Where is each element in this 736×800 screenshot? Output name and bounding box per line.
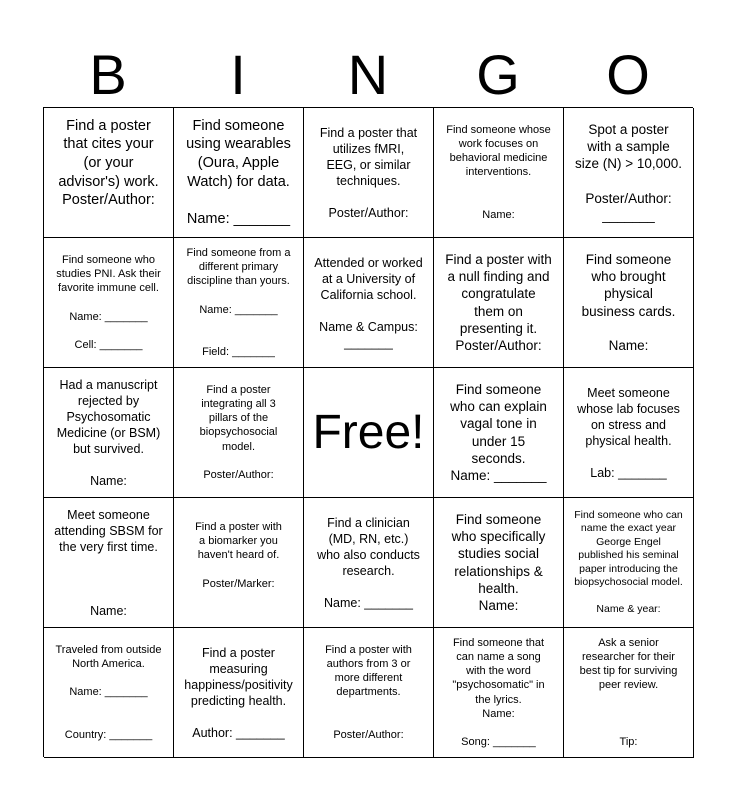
header-letter-n: N <box>347 43 389 106</box>
bingo-cell[interactable] <box>434 628 564 758</box>
bingo-cell[interactable] <box>44 108 174 238</box>
header-letter-b: B <box>89 43 127 106</box>
bingo-cell[interactable] <box>564 628 694 758</box>
cell-text: Find a poster with a null finding and congratulate them on presenting it. Poster/Author: <box>445 251 552 354</box>
bingo-cell[interactable] <box>44 238 174 368</box>
bingo-cell[interactable] <box>564 238 694 368</box>
bingo-cell[interactable] <box>564 108 694 238</box>
cell-text: Find a poster with a biomarker you haven't heard of. Poster/Marker: <box>195 521 282 590</box>
bingo-cell[interactable] <box>434 238 564 368</box>
bingo-cell[interactable] <box>434 368 564 498</box>
header-letter-g: G <box>476 43 520 106</box>
bingo-cell[interactable] <box>174 368 304 498</box>
cell-text: Spot a poster with a sample size (N) > 10,000. Poster/Author: _______ <box>575 121 682 224</box>
cell-text: Find someone who can name the exact year George Engel published his seminal paper introducing the biopsychosocial model. Name & year: <box>574 508 683 615</box>
cell-text: Meet someone whose lab focuses on stress and physical health. Lab: _______ <box>577 385 680 480</box>
bingo-cell[interactable] <box>564 498 694 628</box>
cell-text: Find someone that can name a song with the word "psychosomatic" in the lyrics. Name: Song: _______ <box>452 637 545 748</box>
cell-text: Find a poster that cites your (or your advisor's) work. Poster/Author: <box>58 117 159 209</box>
cell-text: Had a manuscript rejected by Psychosomatic Medicine (or BSM) but survived. Name: <box>56 377 161 488</box>
bingo-cell[interactable] <box>304 238 434 368</box>
bingo-cell[interactable] <box>174 498 304 628</box>
bingo-cell[interactable] <box>174 108 304 238</box>
bingo-cell[interactable] <box>304 628 434 758</box>
cell-text: Find someone who specifically studies social relationships & health. Name: <box>451 511 546 614</box>
bingo-cell[interactable] <box>44 368 174 498</box>
cell-text: Find a clinician (MD, RN, etc.) who also conducts research. Name: _______ <box>317 515 420 610</box>
cell-text: Attended or worked at a University of California school. Name & Campus: _______ <box>314 255 423 350</box>
cell-text: Find someone who can explain vagal tone in under 15 seconds. Name: _______ <box>450 381 547 484</box>
header-letter-o: O <box>606 43 650 106</box>
bingo-cell[interactable] <box>44 628 174 758</box>
bingo-cell[interactable] <box>304 108 434 238</box>
bingo-cell[interactable] <box>44 498 174 628</box>
cell-text: Find someone who studies PNI. Ask their favorite immune cell. Name: _______ Cell: _______ <box>56 254 161 351</box>
cell-text: Find someone from a different primary discipline than yours. Name: _______ Field: _______ <box>186 247 291 358</box>
bingo-grid <box>43 107 693 757</box>
cell-text: Ask a senior researcher for their best tip for surviving peer review. Tip: <box>579 637 678 748</box>
cell-text: Meet someone attending SBSM for the very first time. Name: <box>54 507 163 618</box>
cell-text: Find a poster with authors from 3 or more different departments. Poster/Author: <box>325 644 412 741</box>
cell-text: Traveled from outside North America. Name: _______ Country: _______ <box>55 644 162 741</box>
bingo-cell[interactable] <box>434 108 564 238</box>
bingo-header <box>43 44 693 106</box>
bingo-cell[interactable] <box>564 368 694 498</box>
cell-text: Find someone who brought physical business cards. Name: <box>581 251 676 354</box>
bingo-cell[interactable] <box>174 628 304 758</box>
bingo-cell[interactable] <box>434 498 564 628</box>
cell-text: Find a poster that utilizes fMRI, EEG, or similar techniques. Poster/Author: <box>319 125 418 220</box>
cell-text: Find someone using wearables (Oura, Apple Watch) for data. Name: _______ <box>186 117 291 227</box>
header-letter-i: I <box>230 43 246 106</box>
cell-text: Find someone whose work focuses on behavioral medicine interventions. Name: <box>446 124 551 221</box>
free-space-cell[interactable] <box>304 368 434 498</box>
cell-text: Find a poster integrating all 3 pillars of the biopsychosocial model. Poster/Author: <box>199 384 278 481</box>
free-space-text: Free! <box>312 405 425 459</box>
bingo-cell[interactable] <box>174 238 304 368</box>
bingo-cell[interactable] <box>304 498 434 628</box>
cell-text: Find a poster measuring happiness/positivity predicting health. Author: _______ <box>184 645 293 740</box>
